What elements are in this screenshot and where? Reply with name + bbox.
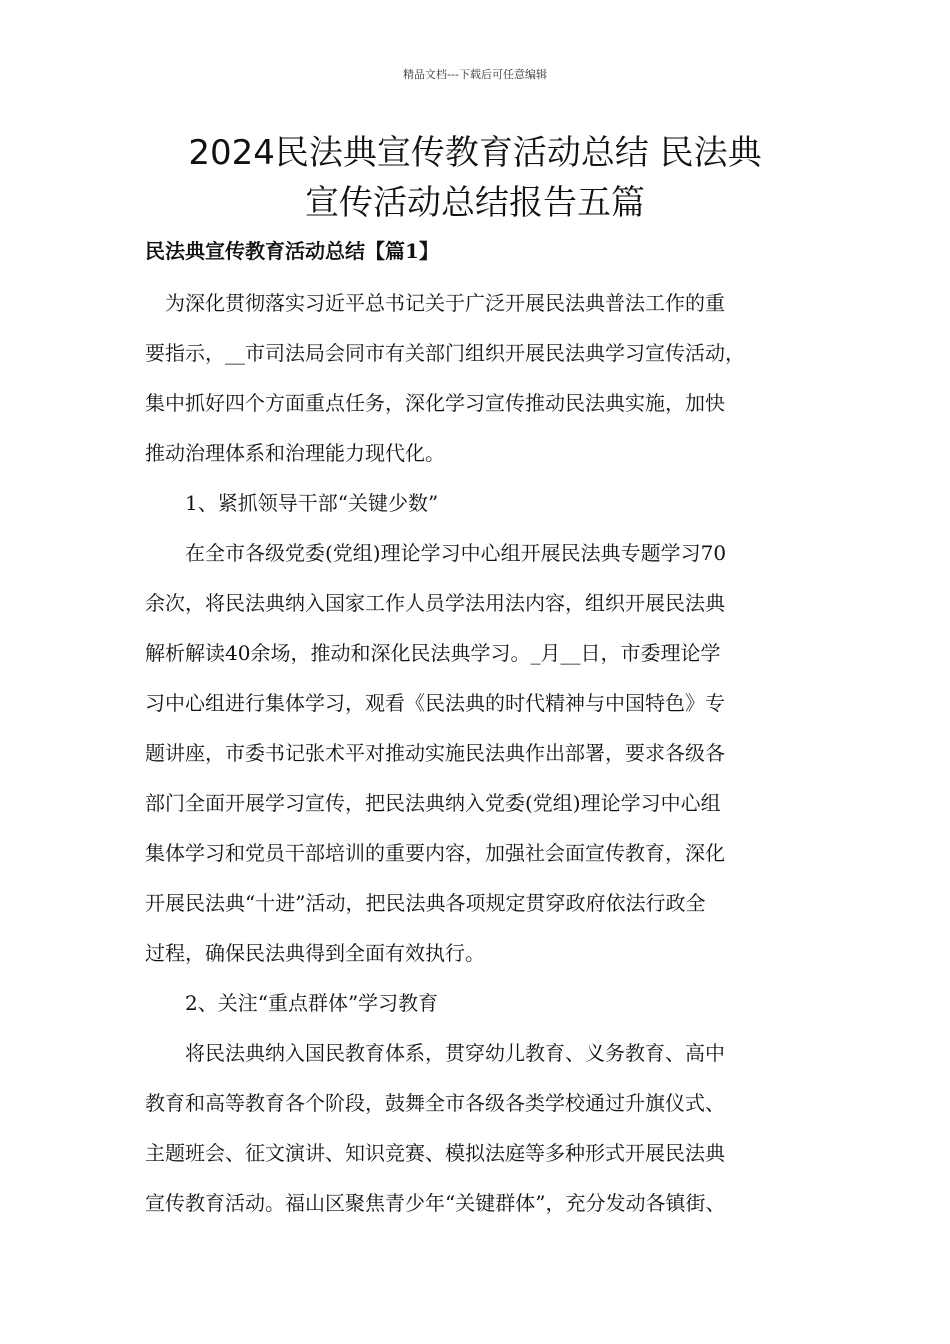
body-text bbox=[145, 283, 815, 1233]
body-line: 习中心组进行集体学习，观看《民法典的时代精神与中国特色》专 bbox=[145, 691, 725, 715]
section-heading: 民法典宣传教育活动总结【篇1】 bbox=[145, 239, 439, 263]
body-line: 推动治理体系和治理能力现代化。 bbox=[145, 441, 445, 465]
title-line-1: 2024民法典宣传教育活动总结 民法典 bbox=[188, 133, 762, 173]
body-line: 要指示，__市司法局会同市有关部门组织开展民法典学习宣传活动， bbox=[145, 341, 745, 365]
body-line: 题讲座，市委书记张术平对推动实施民法典作出部署，要求各级各 bbox=[145, 741, 725, 765]
body-line: 教育和高等教育各个阶段，鼓舞全市各级各类学校通过升旗仪式、 bbox=[145, 1091, 725, 1115]
subheading-line: 1、紧抓领导干部“关键少数” bbox=[145, 491, 439, 515]
body-line: 在全市各级党委(党组)理论学习中心组开展民法典专题学习70 bbox=[145, 541, 727, 565]
body-line: 集中抓好四个方面重点任务，深化学习宣传推动民法典实施，加快 bbox=[145, 391, 725, 415]
document-title bbox=[100, 128, 850, 228]
body-line: 为深化贯彻落实习近平总书记关于广泛开展民法典普法工作的重 bbox=[145, 291, 725, 315]
body-line: 开展民法典“十进”活动，把民法典各项规定贯穿政府依法行政全 bbox=[145, 891, 706, 915]
body-line: 将民法典纳入国民教育体系，贯穿幼儿教育、义务教育、高中 bbox=[145, 1041, 725, 1065]
title-line-2: 宣传活动总结报告五篇 bbox=[305, 183, 645, 223]
body-line: 主题班会、征文演讲、知识竞赛、模拟法庭等多种形式开展民法典 bbox=[145, 1141, 725, 1165]
body-line: 解析解读40余场，推动和深化民法典学习。_月__日，市委理论学 bbox=[145, 641, 721, 665]
body-line: 部门全面开展学习宣传，把民法典纳入党委(党组)理论学习中心组 bbox=[145, 791, 721, 815]
body-line: 集体学习和党员干部培训的重要内容，加强社会面宣传教育，深化 bbox=[145, 841, 725, 865]
body-line: 余次，将民法典纳入国家工作人员学法用法内容，组织开展民法典 bbox=[145, 591, 725, 615]
body-line: 过程，确保民法典得到全面有效执行。 bbox=[145, 941, 485, 965]
subheading-line: 2、关注“重点群体”学习教育 bbox=[145, 991, 439, 1015]
body-line: 宣传教育活动。福山区聚焦青少年“关键群体”，充分发动各镇街、 bbox=[145, 1191, 726, 1215]
header-note: 精品文档---下载后可任意编辑 bbox=[403, 68, 547, 81]
